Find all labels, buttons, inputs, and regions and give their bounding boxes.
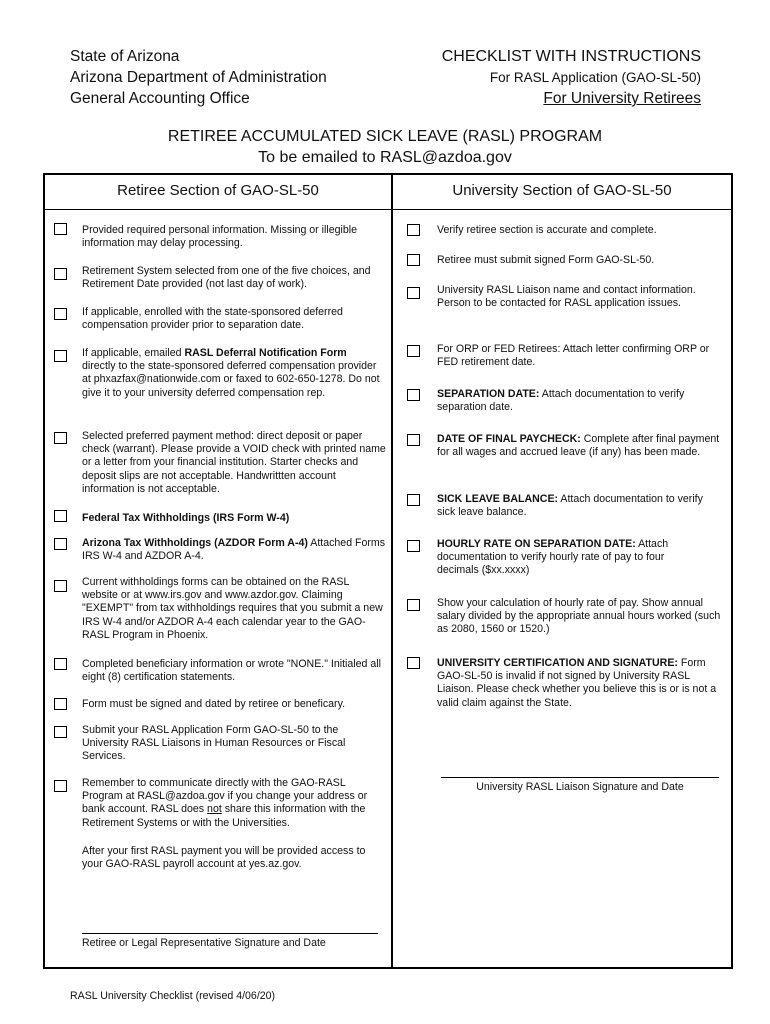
liaison-signature-line[interactable] xyxy=(441,777,719,778)
checkbox[interactable] xyxy=(407,287,420,299)
checkbox[interactable] xyxy=(407,345,420,357)
email-instruction: To be emailed to RASL@azdoa.gov xyxy=(258,149,512,166)
list-item: Provided required personal information. Missing or illegible information may delay processing. xyxy=(82,224,357,250)
payroll-access-note: After your first RASL payment you will be provided access to your GAO-RASL payroll account at yes.az.gov. xyxy=(82,845,366,871)
checkbox[interactable] xyxy=(54,538,67,550)
list-item: Retiree must submit signed Form GAO-SL-50. xyxy=(437,254,655,266)
checkbox[interactable] xyxy=(54,510,67,522)
checkbox[interactable] xyxy=(54,658,67,670)
list-item: HOURLY RATE ON SEPARATION DATE: Attach documentation to verify hourly rate of pay to four decimals ($xx.xxxx) xyxy=(437,538,669,577)
checkbox[interactable] xyxy=(54,308,67,320)
list-item: UNIVERSITY CERTIFICATION AND SIGNATURE: Form GAO-SL-50 is invalid if not signed by University RASL Liaison. Please check whether you believe this is or is not a valid claim against the State. xyxy=(437,657,717,709)
list-item: Current withholdings forms can be obtained on the RASL website or at www.irs.gov and www.azdor.gov. Claiming "EXEMPT" from tax withholdings requires that you submit a new IRS W-4 and/or AZDOR A-4 each calendar year to the GAO-RASL Program in Phoenix. xyxy=(82,576,383,641)
checkbox[interactable] xyxy=(407,540,420,552)
liaison-signature-label: University RASL Liaison Signature and Date xyxy=(476,781,684,793)
checklist-subtitle: For RASL Application (GAO-SL-50) xyxy=(489,70,701,85)
list-item: Federal Tax Withholdings (IRS Form W-4) xyxy=(82,512,290,524)
list-item: Retirement System selected from one of the five choices, and Retirement Date provided (not last day of work). xyxy=(82,265,371,291)
list-item: If applicable, emailed RASL Deferral Notification Form directly to the state-sponsored deferred compensation provider at phxazfax@nationwide.com or faxed to 602-650-1278. Do not give it to your university deferred compensation rep. xyxy=(82,347,380,399)
agency-line: General Accounting Office xyxy=(70,90,250,107)
checkbox[interactable] xyxy=(54,432,67,444)
agency-line: Arizona Department of Administration xyxy=(70,69,327,86)
checkbox[interactable] xyxy=(54,698,67,710)
list-item: SEPARATION DATE: Attach documentation to verify separation date. xyxy=(437,388,685,414)
list-item: Show your calculation of hourly rate of pay. Show annual salary divided by the appropriate annual hours worked (such as 2080, 1560 or 1520.) xyxy=(437,597,721,636)
retiree-signature-label: Retiree or Legal Representative Signature and Date xyxy=(82,937,326,949)
agency-block xyxy=(70,46,327,109)
checkbox[interactable] xyxy=(407,224,420,236)
footer-revision: RASL University Checklist (revised 4/06/20) xyxy=(70,990,276,1002)
retiree-signature-line[interactable] xyxy=(82,933,378,934)
list-item: Form must be signed and dated by retiree or beneficary. xyxy=(82,698,346,710)
checkbox[interactable] xyxy=(407,434,420,446)
list-item: University RASL Liaison name and contact information. Person to be contacted for RASL application issues. xyxy=(437,284,696,310)
checkbox[interactable] xyxy=(407,599,420,611)
header-rule xyxy=(43,209,733,210)
checkbox[interactable] xyxy=(54,580,67,592)
checkbox[interactable] xyxy=(407,254,420,266)
list-item: Verify retiree section is accurate and complete. xyxy=(437,224,657,236)
checkbox[interactable] xyxy=(54,350,67,362)
column-divider xyxy=(391,173,393,969)
checkbox[interactable] xyxy=(54,268,67,280)
checkbox[interactable] xyxy=(407,494,420,506)
list-item: DATE OF FINAL PAYCHECK: Complete after final payment for all wages and accrued leave (if any) has been made. xyxy=(437,433,720,459)
checklist-title: CHECKLIST WITH INSTRUCTIONS xyxy=(441,48,701,65)
list-item: Arizona Tax Withholdings (AZDOR Form A-4) Attached Forms IRS W-4 and AZDOR A-4. xyxy=(82,537,386,563)
university-section-heading: University Section of GAO-SL-50 xyxy=(452,182,672,199)
program-title: RETIREE ACCUMULATED SICK LEAVE (RASL) PROGRAM xyxy=(167,128,603,145)
list-item: For ORP or FED Retirees: Attach letter confirming ORP or FED retirement date. xyxy=(437,343,710,369)
list-item: Completed beneficiary information or wrote "NONE." Initialed all eight (8) certification statements. xyxy=(82,658,381,684)
checklist-audience: For University Retirees xyxy=(543,90,701,107)
checklist-title-block xyxy=(442,46,701,109)
list-item: Remember to communicate directly with the GAO-RASL Program at RASL@azdoa.gov if you change your address or bank account. RASL does not share this information with the Retirement Systems or with the Universities. xyxy=(82,777,368,829)
checkbox[interactable] xyxy=(54,223,67,235)
list-item: SICK LEAVE BALANCE: Attach documentation to verify sick leave balance. xyxy=(437,493,703,519)
checkbox[interactable] xyxy=(54,780,67,792)
list-item: If applicable, enrolled with the state-sponsored deferred compensation provider prior to separation date. xyxy=(82,306,343,332)
list-item: Selected preferred payment method: direct deposit or paper check (warrant). Please provide a VOID check with printed name or a letter from your financial institution. Starter checks and deposit slips are not acceptable. Handwrittten account information is not acceptable. xyxy=(82,430,386,495)
checkbox[interactable] xyxy=(54,726,67,738)
agency-line: State of Arizona xyxy=(70,48,180,65)
checkbox[interactable] xyxy=(407,389,420,401)
list-item: Submit your RASL Application Form GAO-SL-50 to the University RASL Liaisons in Human Resources or Fiscal Services. xyxy=(82,724,346,763)
retiree-section-heading: Retiree Section of GAO-SL-50 xyxy=(117,182,319,199)
checkbox[interactable] xyxy=(407,657,420,669)
